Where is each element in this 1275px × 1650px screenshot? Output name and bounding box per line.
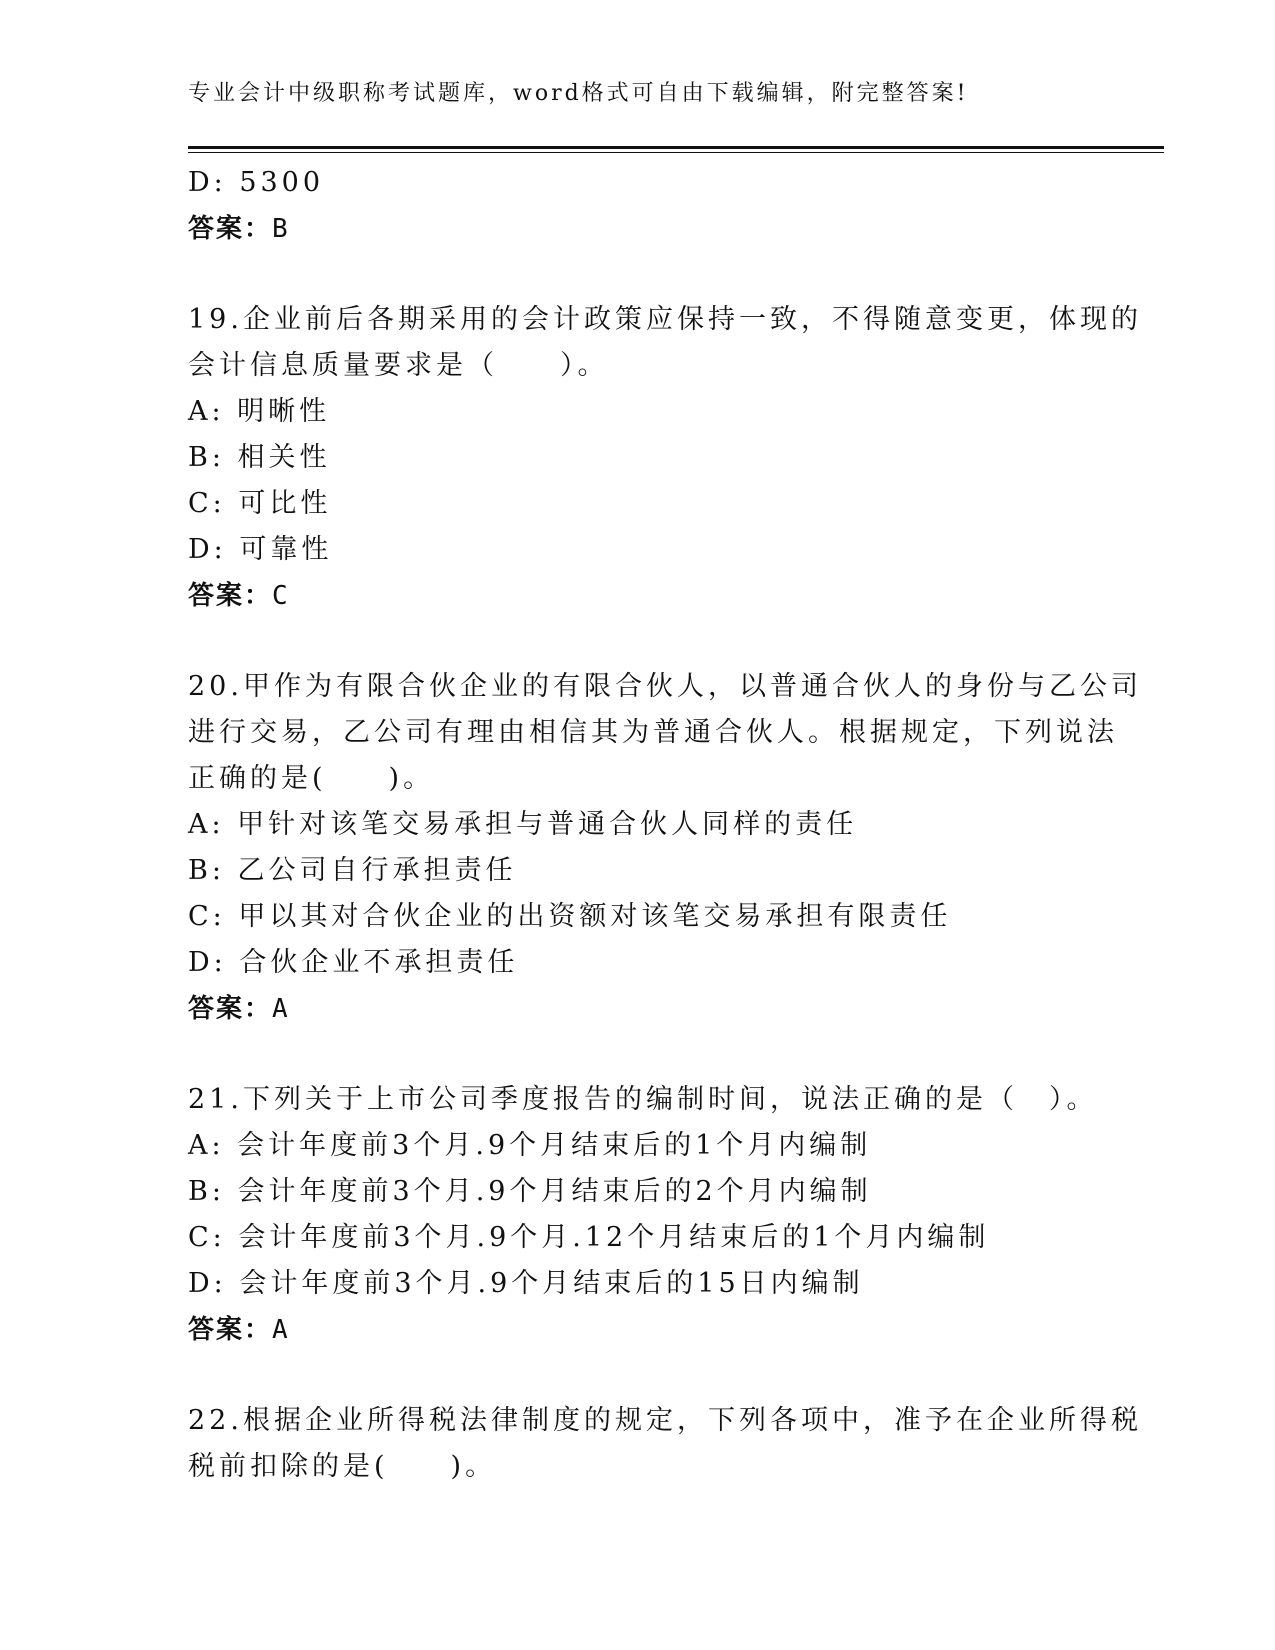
option-d: D: 合伙企业不承担责任	[188, 947, 519, 978]
option-b: B: 相关性	[188, 442, 331, 473]
answer-value: A	[272, 1315, 290, 1345]
question-22	[188, 1398, 1142, 1490]
option-d: D: 会计年度前3个月.9个月结束后的15日内编制	[188, 1268, 864, 1299]
option-b: B: 会计年度前3个月.9个月结束后的2个月内编制	[188, 1176, 872, 1207]
question-21	[188, 1077, 1098, 1353]
answer-value: A	[272, 994, 290, 1024]
question-stem: 22.根据企业所得税法律制度的规定，下列各项中，准予在企业所得税	[188, 1405, 1142, 1436]
question-stem: 正确的是( )。	[188, 763, 435, 794]
answer-value: C	[272, 581, 290, 611]
question-stem: 19.企业前后各期采用的会计政策应保持一致，不得随意变更，体现的	[188, 304, 1142, 335]
question-20	[188, 664, 1142, 1032]
question-stem: 进行交易，乙公司有理由相信其为普通合伙人。根据规定，下列说法	[188, 717, 1118, 748]
option-d: D: 5300	[188, 167, 325, 198]
spacer	[188, 252, 1088, 297]
option-a: A: 甲针对该笔交易承担与普通合伙人同样的责任	[188, 809, 858, 840]
question-stem: 21.下列关于上市公司季度报告的编制时间，说法正确的是（ ）。	[188, 1084, 1098, 1115]
spacer	[188, 1353, 1088, 1398]
option-d: D: 可靠性	[188, 534, 333, 565]
answer-prefix: 答案：	[188, 994, 273, 1024]
answer-prefix: 答案：	[188, 1315, 273, 1345]
document-body	[188, 160, 1142, 1490]
answer-line	[188, 986, 1088, 1032]
option-a: A: 会计年度前3个月.9个月结束后的1个月内编制	[188, 1130, 872, 1161]
question-19	[188, 297, 1142, 619]
spacer	[188, 1032, 1088, 1077]
header-rule	[188, 146, 1164, 149]
option-c: C: 会计年度前3个月.9个月.12个月结束后的1个月内编制	[188, 1222, 990, 1253]
answer-line	[188, 573, 1088, 619]
answer-line	[188, 206, 1088, 252]
option-c: C: 甲以其对合伙企业的出资额对该笔交易承担有限责任	[188, 901, 952, 932]
question-18-tail	[188, 160, 1088, 252]
answer-line	[188, 1307, 1088, 1353]
spacer	[188, 619, 1088, 664]
question-stem: 20.甲作为有限合伙企业的有限合伙人，以普通合伙人的身份与乙公司	[188, 671, 1142, 702]
option-a: A: 明晰性	[188, 396, 331, 427]
page-header: 专业会计中级职称考试题库，word格式可自由下载编辑，附完整答案!	[188, 81, 969, 106]
option-b: B: 乙公司自行承担责任	[188, 855, 517, 886]
question-stem: 税前扣除的是( )。	[188, 1451, 497, 1482]
header-rule-thin	[188, 152, 1164, 153]
answer-prefix: 答案：	[188, 581, 273, 611]
question-stem: 会计信息质量要求是（ ）。	[188, 350, 609, 381]
answer-value: B	[272, 214, 290, 244]
answer-prefix: 答案：	[188, 214, 273, 244]
option-c: C: 可比性	[188, 488, 332, 519]
